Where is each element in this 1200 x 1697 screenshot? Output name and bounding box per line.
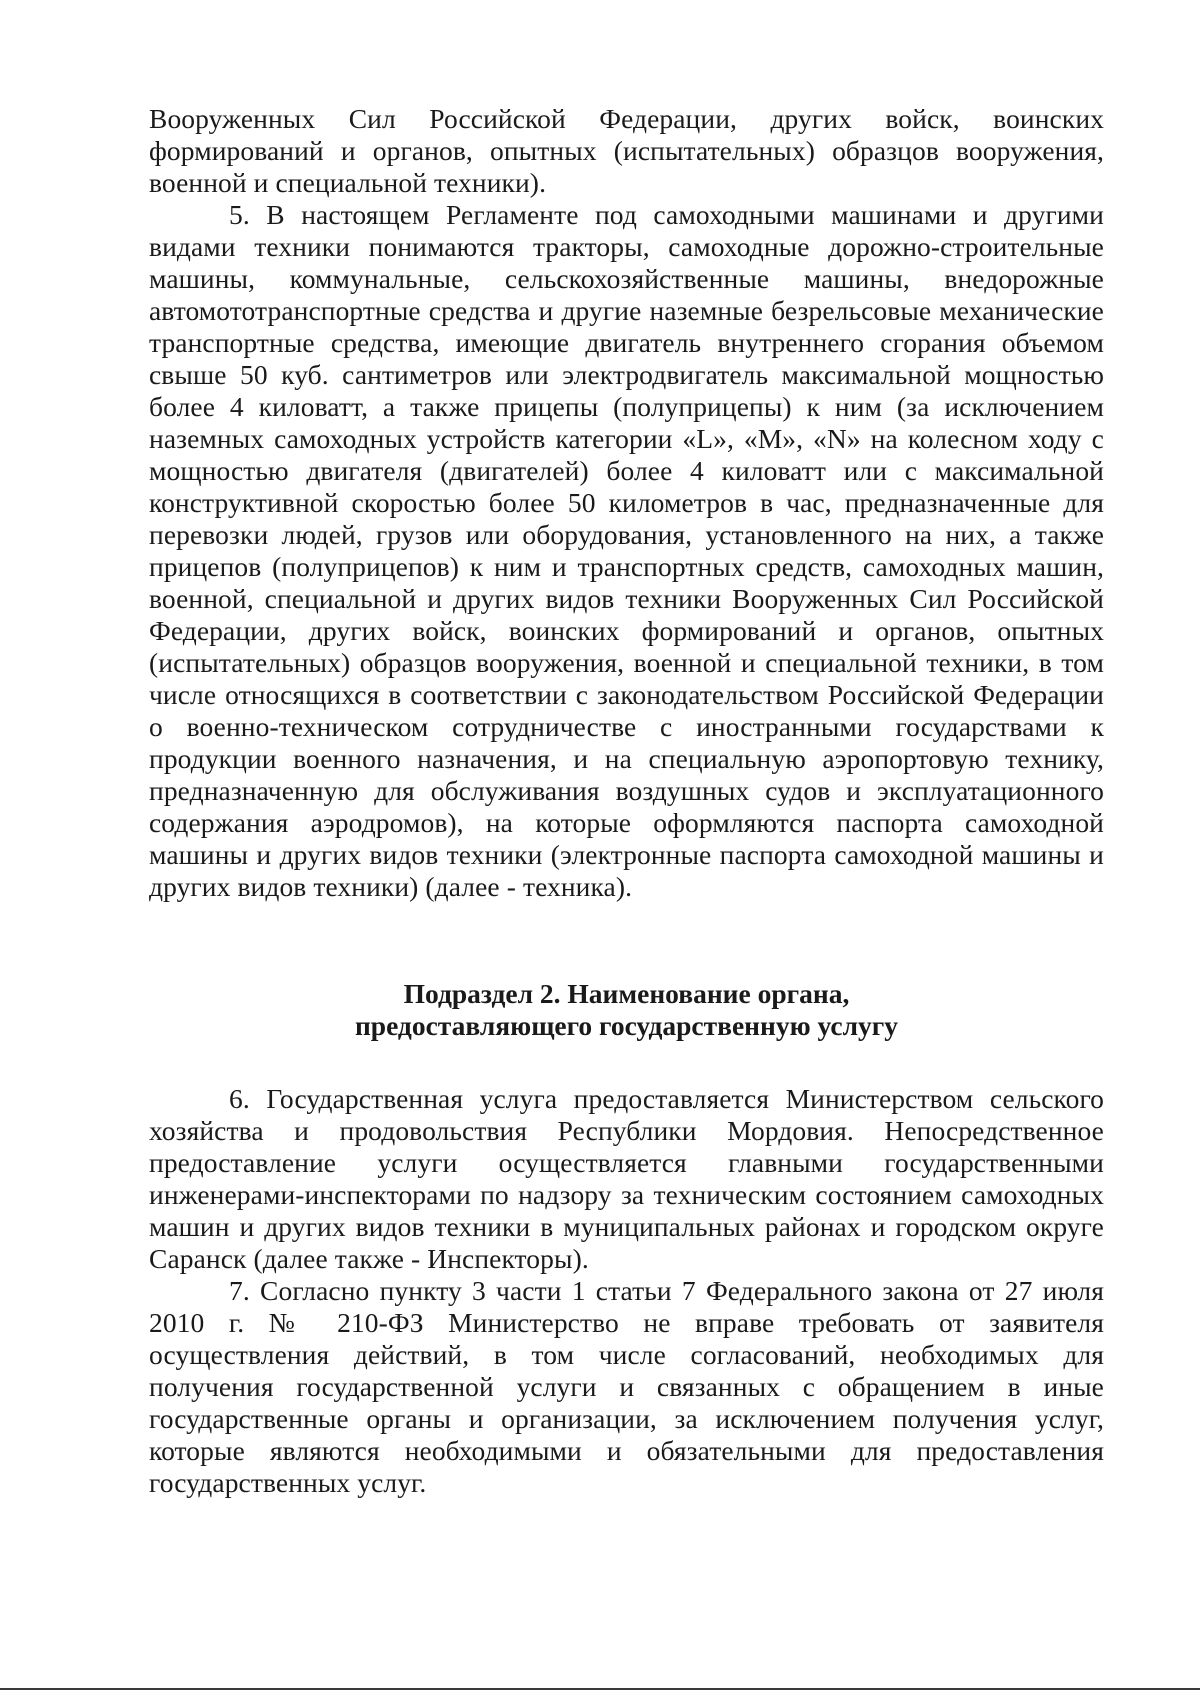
section-heading-line-1: Подраздел 2. Наименование органа, [403, 978, 850, 1009]
paragraph-6: 6. Государственная услуга предоставляется Министерством сельского хозяйства и продовольствия Республики Мордовия. Непосредственное предоставление услуги осуществляется главными государственными инженерами-инспекторами по надзору за техническим состоянием самоходных машин и других видов техники в муниципальных районах и городском округе Саранск (далее также - Инспекторы). [149, 1083, 1104, 1274]
paragraph-7: 7. Согласно пункту 3 части 1 статьи 7 Федерального закона от 27 июля 2010 г. № 210-ФЗ Министерство не вправе требовать от заявителя осуществления действий, в том числе согласований, необходимых для получения государственной услуги и связанных с обращением в иные государственные органы и организации, за исключением получения услуг, которые являются необходимыми и обязательными для предоставления государственных услуг. [149, 1275, 1104, 1498]
paragraph-5: 5. В настоящем Регламенте под самоходными машинами и другими видами техники понимаются тракторы, самоходные дорожно-строительные машины, коммунальные, сельскохозяйственные машины, внедорожные автомототранспортные средства и другие наземные безрельсовые механические транспортные средства, имеющие двигатель внутреннего сгорания объемом свыше 50 куб. сантиметров или электродвигатель максимальной мощностью более 4 киловатт, а также прицепы (полуприцепы) к ним (за исключением наземных самоходных устройств категории «L», «M», «N» на колесном ходу с мощностью двигателя (двигателей) более 4 киловатт или с максимальной конструктивной скоростью более 50 километров в час, предназначенные для перевозки людей, грузов или оборудования, установленного на них, а также прицепов (полуприцепов) к ним и транспортных средств, самоходных машин, военной, специальной и других видов техники Вооруженных Сил Российской Федерации, других войск, воинских формирований и органов, опытных (испытательных) образцов вооружения, военной и специальной техники, в том числе относящихся в соответствии с законодательством Российской Федерации о военно-техническом сотрудничестве с иностранными государствами к продукции военного назначения, и на специальную аэропортовую технику, предназначенную для обслуживания воздушных судов и эксплуатационного содержания аэродромов), на которые оформляются паспорта самоходной машины и других видов техники (электронные паспорта самоходной машины и других видов техники) (далее - техника). [149, 199, 1104, 902]
section-heading-line-2: предоставляющего государственную услугу [354, 1010, 899, 1041]
scan-bottom-edge-line [0, 1688, 1200, 1690]
section-heading [149, 978, 1104, 1042]
paragraph-continuation: Вооруженных Сил Российской Федерации, других войск, воинских формирований и органов, опытных (испытательных) образцов вооружения, военной и специальной техники). [149, 103, 1104, 198]
body-text-top [149, 103, 1104, 903]
body-text-bottom [149, 1083, 1104, 1499]
